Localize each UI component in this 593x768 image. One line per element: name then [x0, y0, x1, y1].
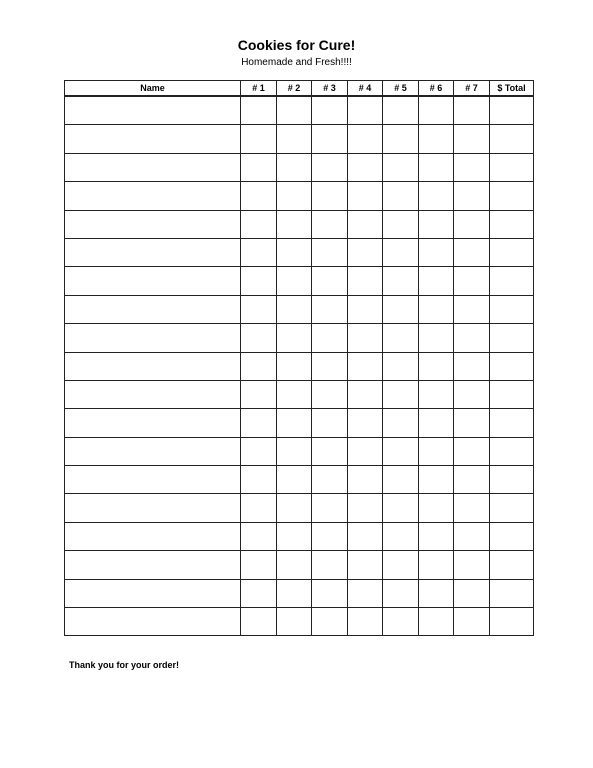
quantity-cell — [454, 579, 490, 607]
quantity-cell — [277, 551, 312, 579]
quantity-cell — [383, 466, 419, 494]
quantity-cell — [383, 238, 419, 266]
quantity-cell — [277, 352, 312, 380]
table-row — [65, 210, 534, 238]
quantity-cell — [454, 210, 490, 238]
quantity-cell — [454, 324, 490, 352]
quantity-cell — [454, 522, 490, 550]
total-cell — [490, 380, 534, 408]
table-row — [65, 579, 534, 607]
quantity-cell — [419, 380, 454, 408]
quantity-cell — [277, 210, 312, 238]
name-cell — [65, 182, 241, 210]
column-header-7: # 7 — [454, 81, 490, 97]
quantity-cell — [419, 579, 454, 607]
header-row — [65, 81, 534, 97]
total-cell — [490, 409, 534, 437]
total-cell — [490, 551, 534, 579]
total-cell — [490, 210, 534, 238]
page-title: Cookies for Cure! — [237, 37, 356, 53]
column-header-1: # 1 — [241, 81, 277, 97]
quantity-cell — [312, 295, 348, 323]
name-cell — [65, 295, 241, 323]
name-cell — [65, 267, 241, 295]
quantity-cell — [348, 380, 383, 408]
quantity-cell — [312, 153, 348, 181]
quantity-cell — [241, 494, 277, 522]
quantity-cell — [348, 96, 383, 125]
total-cell — [490, 352, 534, 380]
name-cell — [65, 608, 241, 636]
quantity-cell — [277, 182, 312, 210]
quantity-cell — [383, 96, 419, 125]
quantity-cell — [419, 267, 454, 295]
table-row — [65, 238, 534, 266]
quantity-cell — [241, 182, 277, 210]
quantity-cell — [241, 267, 277, 295]
quantity-cell — [348, 494, 383, 522]
quantity-cell — [454, 267, 490, 295]
quantity-cell — [383, 522, 419, 550]
table-row — [65, 409, 534, 437]
column-header-total: $ Total — [490, 81, 534, 97]
quantity-cell — [241, 380, 277, 408]
name-cell — [65, 238, 241, 266]
quantity-cell — [348, 409, 383, 437]
quantity-cell — [241, 96, 277, 125]
quantity-cell — [241, 466, 277, 494]
order-table — [64, 80, 534, 636]
quantity-cell — [454, 437, 490, 465]
quantity-cell — [241, 324, 277, 352]
quantity-cell — [419, 466, 454, 494]
quantity-cell — [277, 494, 312, 522]
name-cell — [65, 380, 241, 408]
table-row — [65, 494, 534, 522]
quantity-cell — [383, 494, 419, 522]
quantity-cell — [312, 494, 348, 522]
total-cell — [490, 182, 534, 210]
quantity-cell — [454, 295, 490, 323]
quantity-cell — [277, 96, 312, 125]
quantity-cell — [454, 551, 490, 579]
quantity-cell — [348, 608, 383, 636]
quantity-cell — [312, 267, 348, 295]
name-cell — [65, 125, 241, 153]
column-header-2: # 2 — [277, 81, 312, 97]
column-header-3: # 3 — [312, 81, 348, 97]
quantity-cell — [312, 324, 348, 352]
quantity-cell — [312, 210, 348, 238]
total-cell — [490, 608, 534, 636]
name-cell — [65, 153, 241, 181]
quantity-cell — [419, 437, 454, 465]
quantity-cell — [241, 352, 277, 380]
total-cell — [490, 579, 534, 607]
quantity-cell — [241, 579, 277, 607]
quantity-cell — [241, 608, 277, 636]
quantity-cell — [312, 380, 348, 408]
total-cell — [490, 125, 534, 153]
quantity-cell — [277, 522, 312, 550]
quantity-cell — [312, 522, 348, 550]
quantity-cell — [454, 96, 490, 125]
quantity-cell — [348, 210, 383, 238]
quantity-cell — [454, 153, 490, 181]
quantity-cell — [277, 608, 312, 636]
quantity-cell — [312, 608, 348, 636]
quantity-cell — [277, 125, 312, 153]
quantity-cell — [383, 267, 419, 295]
quantity-cell — [241, 153, 277, 181]
quantity-cell — [383, 210, 419, 238]
quantity-cell — [312, 437, 348, 465]
name-cell — [65, 522, 241, 550]
quantity-cell — [348, 324, 383, 352]
quantity-cell — [383, 579, 419, 607]
thank-you-note: Thank you for your order! — [69, 660, 180, 670]
quantity-cell — [419, 125, 454, 153]
column-header-6: # 6 — [419, 81, 454, 97]
table-row — [65, 125, 534, 153]
total-cell — [490, 522, 534, 550]
quantity-cell — [312, 409, 348, 437]
quantity-cell — [383, 380, 419, 408]
quantity-cell — [312, 352, 348, 380]
quantity-cell — [241, 295, 277, 323]
quantity-cell — [383, 409, 419, 437]
quantity-cell — [241, 238, 277, 266]
table-row — [65, 153, 534, 181]
total-cell — [490, 153, 534, 181]
quantity-cell — [277, 437, 312, 465]
table-row — [65, 324, 534, 352]
quantity-cell — [419, 324, 454, 352]
total-cell — [490, 466, 534, 494]
table-row — [65, 182, 534, 210]
quantity-cell — [348, 466, 383, 494]
quantity-cell — [419, 522, 454, 550]
quantity-cell — [419, 608, 454, 636]
quantity-cell — [383, 608, 419, 636]
quantity-cell — [348, 125, 383, 153]
quantity-cell — [383, 324, 419, 352]
quantity-cell — [419, 153, 454, 181]
quantity-cell — [241, 437, 277, 465]
quantity-cell — [277, 267, 312, 295]
quantity-cell — [312, 96, 348, 125]
table-row — [65, 96, 534, 125]
quantity-cell — [277, 295, 312, 323]
quantity-cell — [383, 182, 419, 210]
quantity-cell — [419, 409, 454, 437]
quantity-cell — [241, 125, 277, 153]
quantity-cell — [312, 551, 348, 579]
name-cell — [65, 437, 241, 465]
table-row — [65, 267, 534, 295]
quantity-cell — [241, 522, 277, 550]
quantity-cell — [383, 153, 419, 181]
table-row — [65, 522, 534, 550]
table-row — [65, 551, 534, 579]
table-row — [65, 295, 534, 323]
quantity-cell — [348, 267, 383, 295]
quantity-cell — [454, 182, 490, 210]
quantity-cell — [419, 352, 454, 380]
quantity-cell — [383, 551, 419, 579]
quantity-cell — [277, 579, 312, 607]
total-cell — [490, 96, 534, 125]
quantity-cell — [454, 409, 490, 437]
quantity-cell — [241, 409, 277, 437]
quantity-cell — [348, 153, 383, 181]
table-row — [65, 466, 534, 494]
quantity-cell — [454, 466, 490, 494]
quantity-cell — [419, 238, 454, 266]
quantity-cell — [419, 551, 454, 579]
quantity-cell — [312, 238, 348, 266]
quantity-cell — [312, 466, 348, 494]
quantity-cell — [348, 238, 383, 266]
quantity-cell — [419, 210, 454, 238]
total-cell — [490, 238, 534, 266]
quantity-cell — [454, 494, 490, 522]
table-row — [65, 352, 534, 380]
quantity-cell — [277, 153, 312, 181]
quantity-cell — [241, 210, 277, 238]
quantity-cell — [383, 352, 419, 380]
quantity-cell — [348, 551, 383, 579]
quantity-cell — [277, 380, 312, 408]
name-cell — [65, 210, 241, 238]
column-header-5: # 5 — [383, 81, 419, 97]
quantity-cell — [419, 494, 454, 522]
table-row — [65, 437, 534, 465]
quantity-cell — [312, 579, 348, 607]
quantity-cell — [383, 437, 419, 465]
name-cell — [65, 324, 241, 352]
quantity-cell — [454, 380, 490, 408]
total-cell — [490, 267, 534, 295]
quantity-cell — [419, 182, 454, 210]
total-cell — [490, 324, 534, 352]
quantity-cell — [277, 324, 312, 352]
column-header-name: Name — [65, 81, 241, 97]
quantity-cell — [348, 579, 383, 607]
quantity-cell — [312, 182, 348, 210]
name-cell — [65, 579, 241, 607]
quantity-cell — [348, 295, 383, 323]
total-cell — [490, 437, 534, 465]
total-cell — [490, 494, 534, 522]
page-subtitle: Homemade and Fresh!!!! — [241, 57, 352, 68]
quantity-cell — [277, 238, 312, 266]
quantity-cell — [383, 295, 419, 323]
name-cell — [65, 494, 241, 522]
quantity-cell — [454, 238, 490, 266]
order-table-body — [65, 96, 534, 636]
name-cell — [65, 96, 241, 125]
quantity-cell — [277, 409, 312, 437]
name-cell — [65, 409, 241, 437]
quantity-cell — [419, 295, 454, 323]
quantity-cell — [241, 551, 277, 579]
quantity-cell — [348, 522, 383, 550]
table-row — [65, 608, 534, 636]
quantity-cell — [348, 352, 383, 380]
total-cell — [490, 295, 534, 323]
table-row — [65, 380, 534, 408]
name-cell — [65, 352, 241, 380]
quantity-cell — [348, 182, 383, 210]
column-header-4: # 4 — [348, 81, 383, 97]
quantity-cell — [312, 125, 348, 153]
quantity-cell — [277, 466, 312, 494]
name-cell — [65, 551, 241, 579]
quantity-cell — [419, 96, 454, 125]
name-cell — [65, 466, 241, 494]
quantity-cell — [454, 608, 490, 636]
quantity-cell — [348, 437, 383, 465]
quantity-cell — [383, 125, 419, 153]
quantity-cell — [454, 125, 490, 153]
quantity-cell — [454, 352, 490, 380]
